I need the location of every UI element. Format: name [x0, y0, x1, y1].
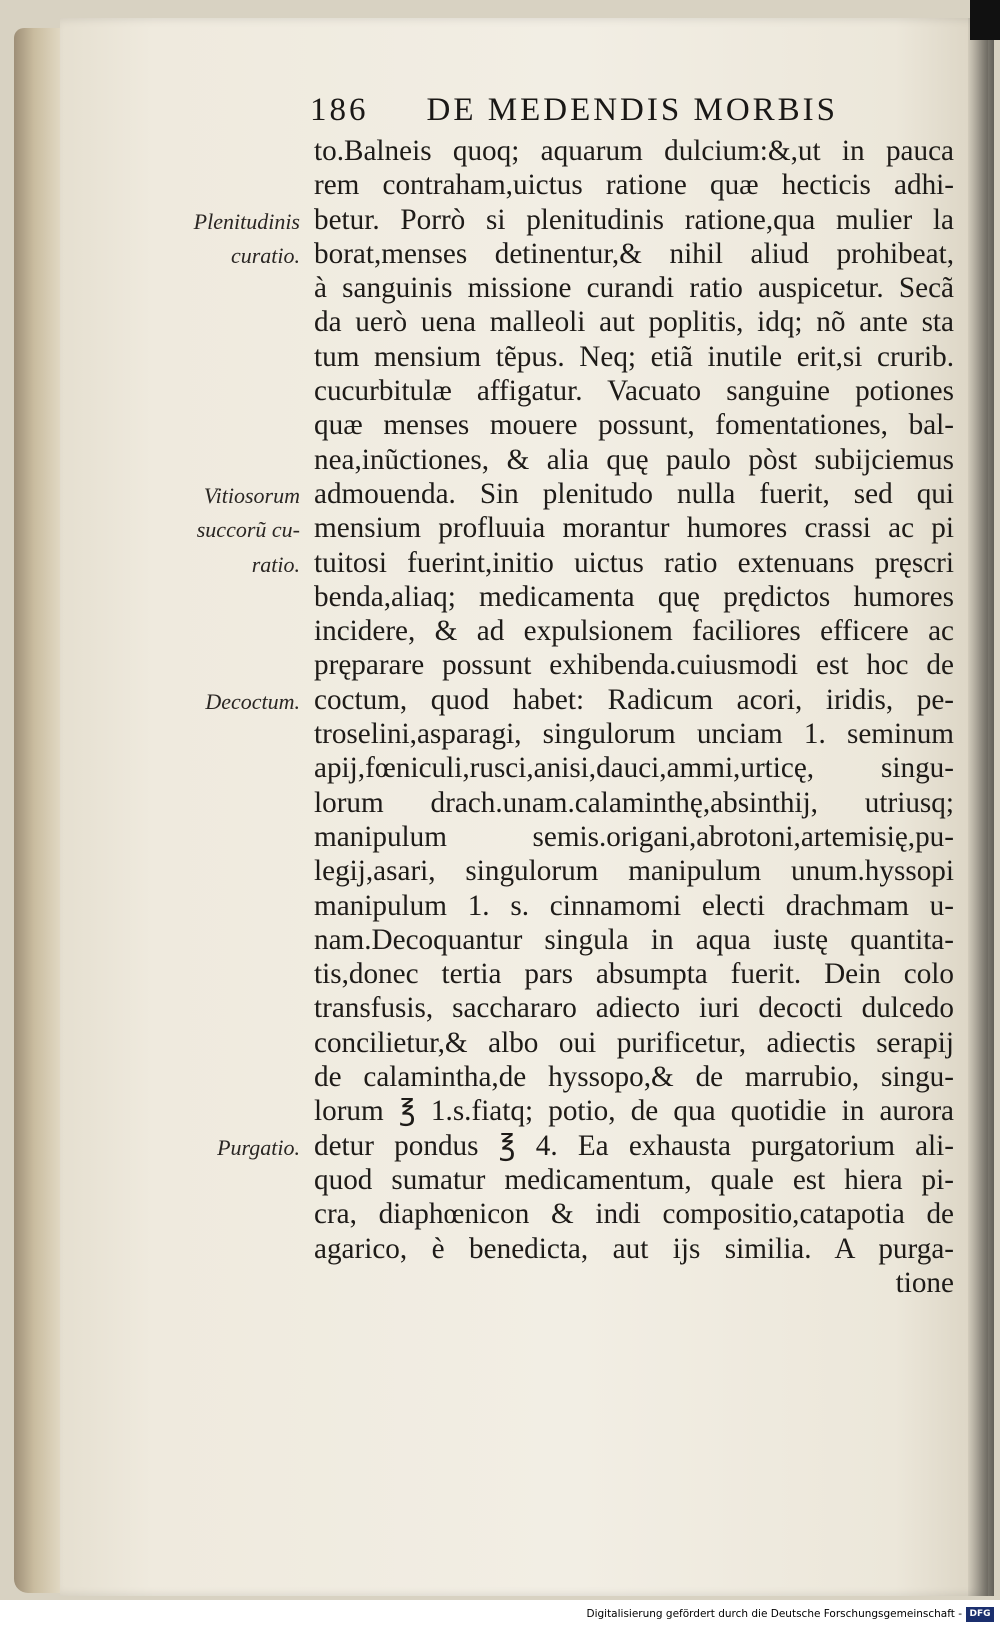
text-line: cucurbitulæ affigatur. Vacuato sanguine potiones — [314, 375, 954, 408]
page-gutter-shadow — [968, 18, 994, 1596]
margin-note: curatio. — [230, 242, 300, 268]
text-line: borat,menses detinentur,& nihil aliud prohibeat, — [314, 237, 954, 270]
text-line: agarico, è benedicta, aut ijs similia. A purga- — [314, 1232, 954, 1265]
text-line: incidere, & ad expulsionem faciliores efficere ac — [314, 615, 954, 648]
text-line: concilietur,& albo oui purificetur, adiectis serapij — [314, 1026, 954, 1059]
page-number: 186 — [310, 92, 369, 128]
text-line: à sanguinis missione curandi ratio auspicetur. Secã — [314, 272, 954, 305]
text-line: tuitosi fuerint,initio uictus ratio extenuans pręscri — [314, 546, 954, 579]
text-line: lorum drach.unam.calaminthę,absinthij, utriusq; — [314, 786, 954, 819]
margin-note: succorũ cu- — [196, 517, 300, 543]
text-line: pręparare possunt exhibenda.cuiusmodi est hoc de — [314, 649, 954, 682]
text-line: manipulum semis.origani,abrotoni,artemisię,pu- — [314, 820, 954, 853]
text-line: manipulum 1. s. cinnamomi electi drachmam u- — [314, 889, 954, 922]
text-line: de calamintha,de hyssopo,& de marrubio, singu- — [314, 1061, 954, 1094]
margin-note: Decoctum. — [205, 688, 300, 714]
margin-note: Purgatio. — [217, 1134, 300, 1160]
scan-corner — [970, 0, 1000, 40]
margin-note: Vitiosorum — [203, 483, 300, 508]
text-line: rem contraham,uictus ratione quæ hecticis adhi- — [314, 169, 954, 202]
text-line: benda,aliaq; medicamenta quę prędictos humores — [314, 580, 954, 613]
text-line: legij,asari, singulorum manipulum unum.hyssopi — [314, 855, 954, 888]
text-line: troselini,asparagi, singulorum unciam 1. seminum — [314, 718, 954, 751]
text-line: admouenda. Sin plenitudo nulla fuerit, sed qui — [314, 477, 954, 510]
text-line: lorum ℥ 1.s.fiatq; potio, de qua quotidie in aurora — [314, 1095, 954, 1128]
text-line: betur. Porrò si plenitudinis ratione,qua mulier la — [314, 203, 954, 236]
margin-note: Plenitudinis — [193, 208, 300, 234]
margin-note: ratio. — [251, 551, 300, 577]
footer-bar — [0, 1605, 1000, 1627]
text-line: nea,inũctiones, & alia quę paulo pòst subijciemus — [314, 443, 954, 476]
text-line: da uerò uena malleoli aut poplitis, idq; nõ ante sta — [314, 306, 954, 339]
dfg-logo: DFG — [966, 1607, 994, 1622]
text-line: transfusis, sacchararo adiecto iuri decocti dulcedo — [314, 992, 954, 1025]
text-line: nam.Decoquantur singula in aqua iustę quantita- — [314, 923, 954, 956]
text-line: apij,fœniculi,rusci,anisi,dauci,ammi,urticę, singu- — [314, 752, 954, 785]
text-line: to.Balneis quoq; aquarum dulcium:&,ut in pauca — [314, 135, 954, 167]
text-line: quod sumatur medicamentum, quale est hiera pi- — [314, 1163, 954, 1196]
text-line: quæ menses mouere possunt, fomentationes, bal- — [314, 409, 954, 442]
book-edge — [14, 28, 64, 1593]
text-line: tum mensium tẽpus. Neq; etiã inutile erit,si crurib. — [314, 340, 954, 373]
text-line: tione — [895, 1266, 954, 1299]
running-head — [310, 92, 838, 129]
body-text — [314, 134, 954, 1300]
running-title: DE MEDENDIS MORBIS — [426, 92, 839, 128]
funding-notice: Digitalisierung gefördert durch die Deutsche Forschungsgemeinschaft - — [586, 1608, 962, 1620]
text-line: coctum, quod habet: Radicum acori, iridis, pe- — [314, 683, 954, 716]
text-line: cra, diaphœnicon & indi compositio,catapotia de — [314, 1198, 954, 1231]
text-line: mensium profluuia morantur humores crassi ac pi — [314, 512, 954, 545]
text-line: detur pondus ℥ 4. Ea exhausta purgatorium ali- — [314, 1129, 954, 1162]
text-line: tis,donec tertia pars absumpta fuerit. Dein colo — [314, 958, 954, 991]
